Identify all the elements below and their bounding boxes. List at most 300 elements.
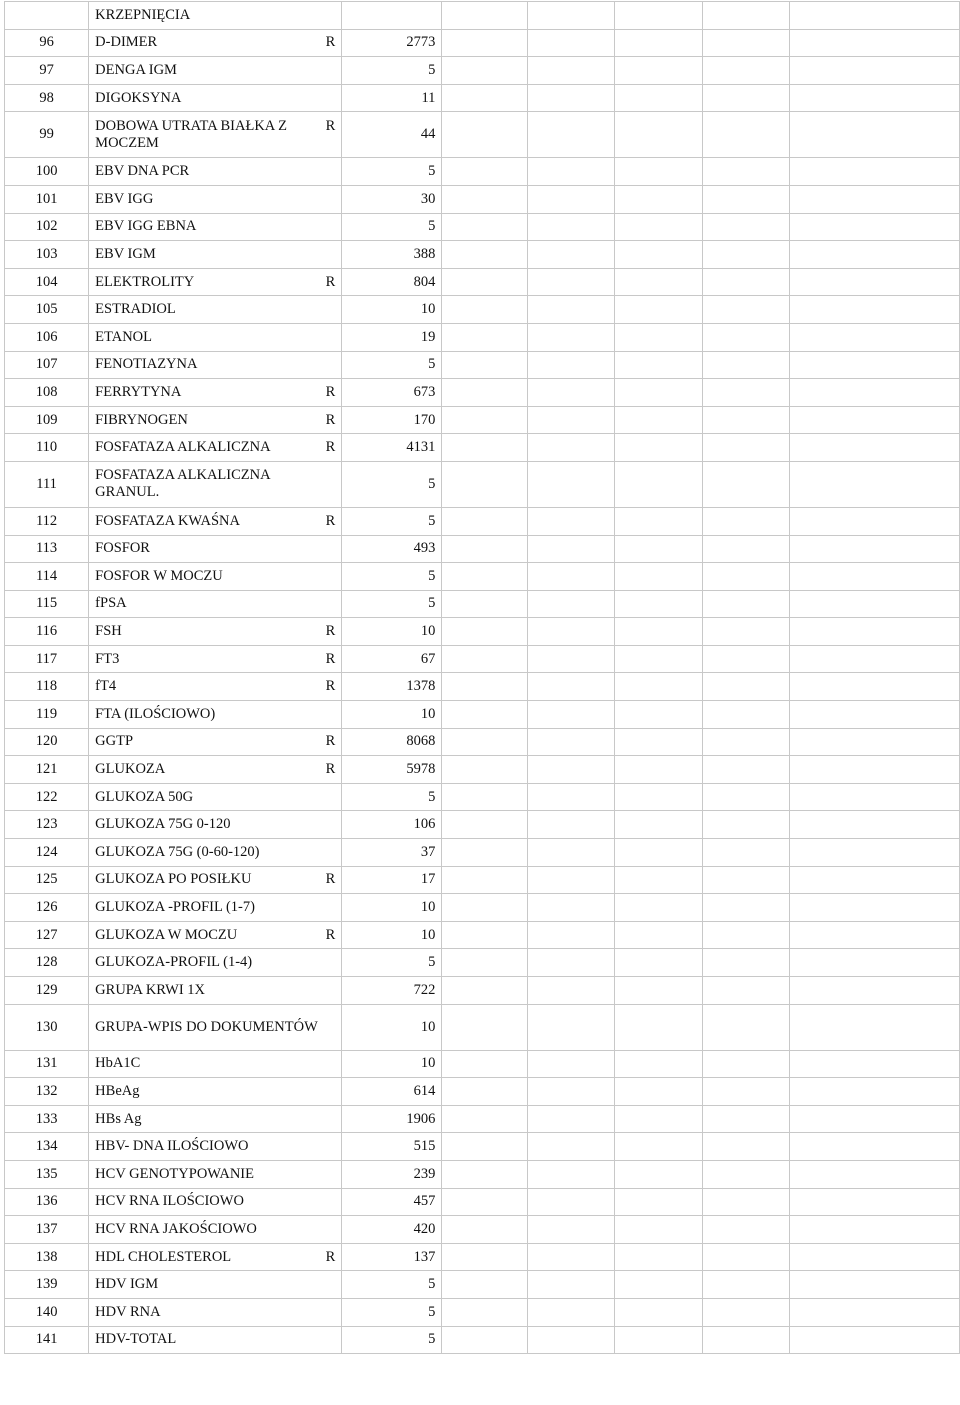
table-row [5, 241, 960, 269]
empty-cell [790, 535, 960, 563]
empty-cell [615, 1133, 703, 1161]
empty-cell [528, 1078, 615, 1106]
empty-cell [703, 1078, 790, 1106]
test-name: DOBOWA UTRATA BIAŁKA Z MOCZEM [95, 117, 287, 151]
empty-cell [528, 866, 615, 894]
test-count: 722 [342, 977, 442, 1005]
empty-cell [703, 701, 790, 729]
empty-cell [790, 158, 960, 186]
table-row [5, 323, 960, 351]
empty-cell [442, 563, 528, 591]
table-row [5, 673, 960, 701]
test-count: 10 [342, 894, 442, 922]
test-name-cell [89, 590, 342, 618]
empty-cell [615, 1078, 703, 1106]
empty-cell [615, 57, 703, 85]
empty-cell [528, 1160, 615, 1188]
empty-cell [790, 268, 960, 296]
empty-cell [703, 590, 790, 618]
empty-cell [703, 406, 790, 434]
test-name: GRUPA-WPIS DO DOKUMENTÓW [95, 1018, 318, 1035]
empty-cell [442, 590, 528, 618]
empty-cell [790, 434, 960, 462]
empty-cell [528, 1188, 615, 1216]
empty-cell [528, 949, 615, 977]
test-name: FT3 [95, 650, 120, 667]
row-number: 138 [5, 1243, 89, 1271]
test-count: 10 [342, 921, 442, 949]
row-number: 103 [5, 241, 89, 269]
test-count: 5 [342, 949, 442, 977]
empty-cell [790, 977, 960, 1005]
empty-cell [790, 1004, 960, 1050]
empty-cell [442, 1298, 528, 1326]
test-name: EBV IGG EBNA [95, 218, 197, 235]
empty-cell [703, 84, 790, 112]
empty-cell [703, 323, 790, 351]
empty-cell [528, 507, 615, 535]
empty-cell [790, 866, 960, 894]
table-row [5, 590, 960, 618]
empty-cell [790, 461, 960, 507]
refund-flag: R [325, 1248, 336, 1265]
empty-cell [703, 839, 790, 867]
test-name-cell [89, 921, 342, 949]
row-number: 106 [5, 323, 89, 351]
test-count: 5 [342, 507, 442, 535]
empty-cell [442, 158, 528, 186]
empty-cell [615, 783, 703, 811]
table-row [5, 921, 960, 949]
empty-cell [703, 1298, 790, 1326]
test-name: HDL CHOLESTEROL [95, 1248, 232, 1265]
row-number: 124 [5, 839, 89, 867]
empty-cell [615, 1271, 703, 1299]
empty-cell [703, 1216, 790, 1244]
test-name: GGTP [95, 733, 134, 750]
empty-cell [703, 29, 790, 57]
empty-cell [615, 728, 703, 756]
empty-cell [442, 84, 528, 112]
empty-cell [442, 1326, 528, 1354]
test-name: HDV IGM [95, 1276, 159, 1293]
test-name-cell [89, 618, 342, 646]
empty-cell [615, 29, 703, 57]
empty-cell [703, 268, 790, 296]
empty-cell [615, 1216, 703, 1244]
empty-cell [442, 323, 528, 351]
empty-cell [528, 379, 615, 407]
empty-cell [442, 185, 528, 213]
test-name-cell [89, 1298, 342, 1326]
empty-cell [790, 57, 960, 85]
empty-cell [703, 379, 790, 407]
empty-cell [528, 406, 615, 434]
table-row [5, 811, 960, 839]
row-number: 139 [5, 1271, 89, 1299]
empty-cell [528, 756, 615, 784]
empty-cell [442, 866, 528, 894]
empty-cell [615, 618, 703, 646]
test-count: 5 [342, 1271, 442, 1299]
empty-cell [442, 1004, 528, 1050]
empty-cell [615, 701, 703, 729]
test-name-cell [89, 185, 342, 213]
test-count: 420 [342, 1216, 442, 1244]
table-row [5, 1326, 960, 1354]
empty-cell [703, 185, 790, 213]
test-name-cell [89, 1216, 342, 1244]
row-number: 110 [5, 434, 89, 462]
test-count: 170 [342, 406, 442, 434]
test-name-cell [89, 213, 342, 241]
row-number: 97 [5, 57, 89, 85]
test-name-cell [89, 379, 342, 407]
empty-cell [615, 84, 703, 112]
test-name: HCV GENOTYPOWANIE [95, 1165, 254, 1182]
test-name: HCV RNA ILOŚCIOWO [95, 1193, 244, 1210]
empty-cell [615, 112, 703, 158]
row-number: 133 [5, 1105, 89, 1133]
table-row [5, 158, 960, 186]
empty-cell [703, 756, 790, 784]
empty-cell [790, 921, 960, 949]
empty-cell [615, 241, 703, 269]
test-name: GLUKOZA PO POSIŁKU [95, 871, 252, 888]
empty-cell [528, 894, 615, 922]
test-count: 5 [342, 351, 442, 379]
row-number: 128 [5, 949, 89, 977]
test-name-cell [89, 839, 342, 867]
test-name-cell [89, 57, 342, 85]
empty-cell [615, 406, 703, 434]
refund-flag: R [325, 512, 336, 529]
refund-flag: R [325, 650, 336, 667]
row-number: 99 [5, 112, 89, 158]
test-name-cell [89, 783, 342, 811]
test-name: DENGA IGM [95, 61, 177, 78]
empty-cell [703, 158, 790, 186]
refund-flag: R [325, 623, 336, 640]
row-number: 131 [5, 1050, 89, 1078]
table-row [5, 268, 960, 296]
empty-cell [703, 866, 790, 894]
empty-cell [442, 213, 528, 241]
test-name: DIGOKSYNA [95, 89, 182, 106]
empty-cell [703, 728, 790, 756]
empty-cell [790, 507, 960, 535]
empty-cell [442, 811, 528, 839]
test-count: 5 [342, 213, 442, 241]
test-name: HbA1C [95, 1055, 141, 1072]
empty-cell [790, 213, 960, 241]
test-name: ESTRADIOL [95, 301, 176, 318]
test-count: 388 [342, 241, 442, 269]
test-name-cell [89, 1078, 342, 1106]
empty-cell [615, 323, 703, 351]
test-name: GLUKOZA -PROFIL (1-7) [95, 899, 255, 916]
empty-cell [442, 1160, 528, 1188]
empty-cell [615, 461, 703, 507]
empty-cell [790, 618, 960, 646]
empty-cell [615, 921, 703, 949]
empty-cell [528, 57, 615, 85]
test-name: FOSFOR [95, 540, 150, 557]
test-count: 1378 [342, 673, 442, 701]
empty-cell [442, 57, 528, 85]
table-row [5, 618, 960, 646]
empty-cell [528, 673, 615, 701]
empty-cell [528, 2, 615, 30]
empty-cell [703, 1326, 790, 1354]
row-number: 108 [5, 379, 89, 407]
test-name: FOSFOR W MOCZU [95, 567, 223, 584]
empty-cell [790, 185, 960, 213]
empty-cell [442, 921, 528, 949]
table-row [5, 894, 960, 922]
row-number: 112 [5, 507, 89, 535]
table-row [5, 535, 960, 563]
test-count: 11 [342, 84, 442, 112]
test-name-cell [89, 296, 342, 324]
empty-cell [703, 645, 790, 673]
table-row [5, 379, 960, 407]
empty-cell [703, 1050, 790, 1078]
test-count: 10 [342, 618, 442, 646]
empty-cell [528, 1243, 615, 1271]
refund-flag: R [325, 871, 336, 888]
empty-cell [528, 241, 615, 269]
empty-cell [528, 563, 615, 591]
empty-cell [442, 507, 528, 535]
test-name: GLUKOZA [95, 761, 166, 778]
empty-cell [528, 268, 615, 296]
refund-flag: R [325, 383, 336, 400]
empty-cell [615, 2, 703, 30]
test-count: 67 [342, 645, 442, 673]
empty-cell [442, 783, 528, 811]
empty-cell [790, 811, 960, 839]
empty-cell [528, 811, 615, 839]
test-name-cell [89, 673, 342, 701]
test-name-cell [89, 461, 342, 507]
table-row [5, 296, 960, 324]
test-name-cell [89, 351, 342, 379]
empty-cell [703, 461, 790, 507]
empty-cell [703, 351, 790, 379]
empty-cell [703, 977, 790, 1005]
empty-cell [615, 158, 703, 186]
empty-cell [703, 241, 790, 269]
empty-cell [615, 379, 703, 407]
row-number: 117 [5, 645, 89, 673]
empty-cell [615, 645, 703, 673]
row-number: 114 [5, 563, 89, 591]
empty-cell [528, 213, 615, 241]
test-name-cell [89, 434, 342, 462]
empty-cell [790, 1133, 960, 1161]
row-number: 130 [5, 1004, 89, 1050]
refund-flag: R [325, 439, 336, 456]
table-row [5, 185, 960, 213]
empty-cell [615, 590, 703, 618]
empty-cell [703, 1271, 790, 1299]
empty-cell [528, 1271, 615, 1299]
test-count: 493 [342, 535, 442, 563]
empty-cell [703, 57, 790, 85]
table-row [5, 645, 960, 673]
test-count: 10 [342, 1050, 442, 1078]
empty-cell [615, 1326, 703, 1354]
table-row [5, 507, 960, 535]
table-row [5, 949, 960, 977]
refund-flag: R [325, 761, 336, 778]
empty-cell [790, 2, 960, 30]
table-row [5, 756, 960, 784]
test-name-cell [89, 1243, 342, 1271]
empty-cell [615, 434, 703, 462]
test-name-cell [89, 728, 342, 756]
empty-cell [703, 1133, 790, 1161]
row-number: 127 [5, 921, 89, 949]
test-count: 17 [342, 866, 442, 894]
test-count: 5978 [342, 756, 442, 784]
test-name-cell [89, 535, 342, 563]
table-row [5, 112, 960, 158]
test-name: HBV- DNA ILOŚCIOWO [95, 1138, 249, 1155]
empty-cell [615, 977, 703, 1005]
test-name-cell [89, 866, 342, 894]
empty-cell [790, 1105, 960, 1133]
empty-cell [528, 1004, 615, 1050]
test-name: HDV RNA [95, 1303, 161, 1320]
refund-flag: R [325, 411, 336, 428]
refund-flag: R [325, 678, 336, 695]
empty-cell [615, 351, 703, 379]
empty-cell [442, 645, 528, 673]
price-list-body [5, 2, 960, 1354]
empty-cell [790, 1160, 960, 1188]
row-number: 104 [5, 268, 89, 296]
empty-cell [790, 563, 960, 591]
row-number: 137 [5, 1216, 89, 1244]
table-row [5, 1271, 960, 1299]
row-number: 109 [5, 406, 89, 434]
row-number: 96 [5, 29, 89, 57]
empty-cell [442, 296, 528, 324]
test-name-cell [89, 1050, 342, 1078]
empty-cell [615, 866, 703, 894]
table-row [5, 783, 960, 811]
empty-cell [790, 894, 960, 922]
test-name-cell [89, 29, 342, 57]
empty-cell [790, 1078, 960, 1106]
empty-cell [528, 84, 615, 112]
test-name: FOSFATAZA KWAŚNA [95, 512, 240, 529]
empty-cell [790, 1243, 960, 1271]
row-number: 119 [5, 701, 89, 729]
test-name: GLUKOZA 50G [95, 788, 194, 805]
test-name-cell [89, 1004, 342, 1050]
test-count: 5 [342, 590, 442, 618]
row-number: 107 [5, 351, 89, 379]
test-count: 8068 [342, 728, 442, 756]
empty-cell [703, 618, 790, 646]
test-name: FTA (ILOŚCIOWO) [95, 705, 216, 722]
table-row [5, 1078, 960, 1106]
row-number: 125 [5, 866, 89, 894]
test-name: FENOTIAZYNA [95, 356, 198, 373]
test-name-cell [89, 323, 342, 351]
empty-cell [528, 728, 615, 756]
test-name: ELEKTROLITY [95, 273, 195, 290]
table-row [5, 1133, 960, 1161]
empty-cell [703, 213, 790, 241]
test-count: 5 [342, 1298, 442, 1326]
empty-cell [615, 1188, 703, 1216]
empty-cell [790, 1326, 960, 1354]
empty-cell [442, 241, 528, 269]
test-count: 10 [342, 1004, 442, 1050]
row-number: 120 [5, 728, 89, 756]
empty-cell [442, 268, 528, 296]
empty-cell [528, 1050, 615, 1078]
empty-cell [442, 112, 528, 158]
empty-cell [442, 29, 528, 57]
row-number: 121 [5, 756, 89, 784]
empty-cell [528, 701, 615, 729]
row-number: 132 [5, 1078, 89, 1106]
empty-cell [703, 783, 790, 811]
empty-cell [703, 112, 790, 158]
test-count: 2773 [342, 29, 442, 57]
test-count: 804 [342, 268, 442, 296]
table-row [5, 977, 960, 1005]
test-name: EBV IGM [95, 245, 156, 262]
empty-cell [790, 728, 960, 756]
empty-cell [528, 296, 615, 324]
test-name-cell [89, 1188, 342, 1216]
empty-cell [442, 701, 528, 729]
table-row [5, 1050, 960, 1078]
empty-cell [528, 839, 615, 867]
test-count: 137 [342, 1243, 442, 1271]
row-number: 116 [5, 618, 89, 646]
test-name-cell [89, 112, 342, 158]
test-name: ETANOL [95, 328, 152, 345]
test-name-cell [89, 84, 342, 112]
empty-cell [790, 673, 960, 701]
empty-cell [615, 1050, 703, 1078]
test-name: FOSFATAZA ALKALICZNA GRANUL. [95, 467, 270, 501]
test-name-cell [89, 756, 342, 784]
test-name-cell [89, 894, 342, 922]
test-name-cell [89, 1326, 342, 1354]
empty-cell [703, 2, 790, 30]
row-number: 134 [5, 1133, 89, 1161]
test-name: GLUKOZA 75G (0-60-120) [95, 843, 260, 860]
empty-cell [703, 1160, 790, 1188]
row-number: 102 [5, 213, 89, 241]
empty-cell [528, 29, 615, 57]
empty-cell [790, 379, 960, 407]
test-name-cell [89, 507, 342, 535]
test-count: 30 [342, 185, 442, 213]
empty-cell [528, 783, 615, 811]
table-row [5, 563, 960, 591]
test-name-cell [89, 406, 342, 434]
row-number: 122 [5, 783, 89, 811]
